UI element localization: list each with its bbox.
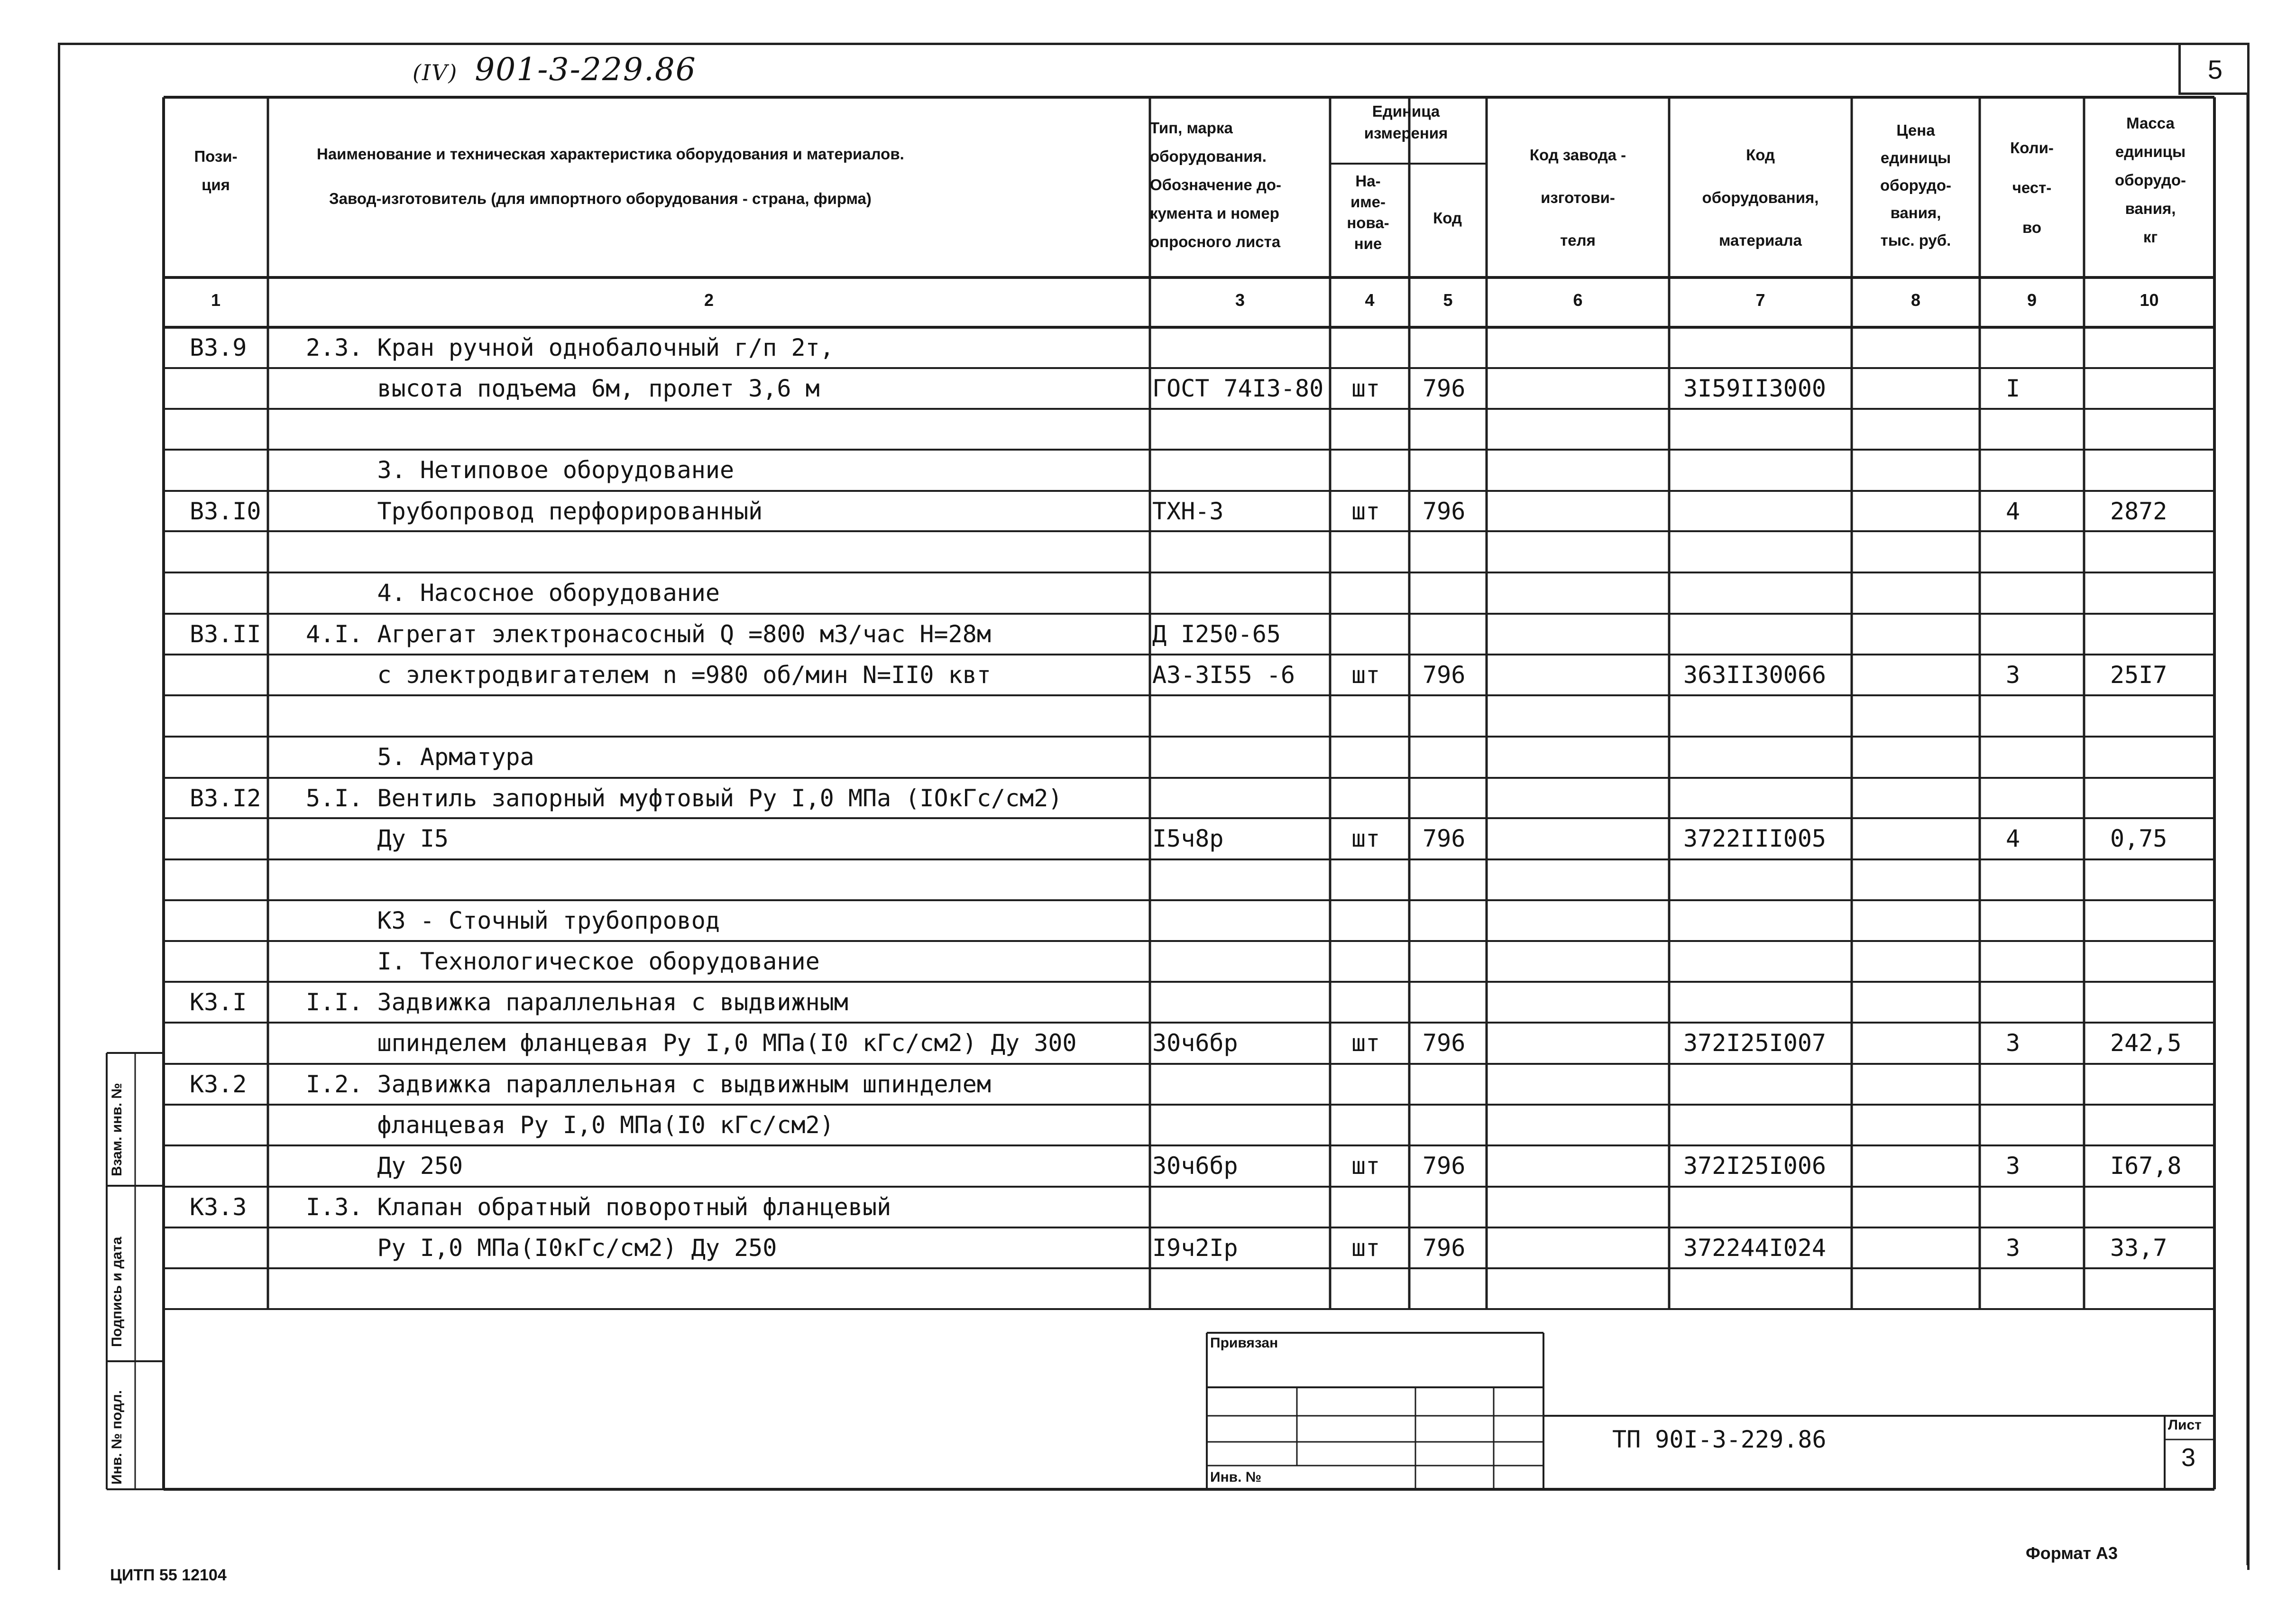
row-name: 4.I. Агрегат электронасосный Q =800 м3/час Н=28м <box>306 620 991 648</box>
row-unit: шт <box>1351 1029 1380 1057</box>
column-number: 9 <box>2027 290 2037 310</box>
column-number: 4 <box>1365 290 1375 310</box>
side-label-replaced-inv: Взам. инв. № <box>109 1083 125 1176</box>
row-mass: 2872 <box>2110 498 2167 525</box>
row-unit-code: 796 <box>1423 1152 1466 1180</box>
row-name: I.2. Задвижка параллельная с выдвижным шпинделем <box>306 1070 991 1098</box>
row-unit-code: 796 <box>1423 498 1466 525</box>
row-unit: шт <box>1351 661 1380 689</box>
row-unit-code: 796 <box>1423 825 1466 852</box>
row-mass: I67,8 <box>2110 1152 2182 1180</box>
header-price: Цена единицы оборудо- вания, тыс. руб. <box>1880 121 1952 249</box>
title-block-code: ТП 90I-3-229.86 <box>1612 1426 1827 1453</box>
row-equipment-code: 3722III005 <box>1683 825 1827 852</box>
column-number: 1 <box>211 290 221 310</box>
row-equipment-code: 372I25I007 <box>1683 1029 1827 1057</box>
row-unit: шт <box>1351 1152 1380 1180</box>
header-mass: Масса единицы оборудо- вания, кг <box>2114 114 2186 246</box>
row-position: В3.I0 <box>190 498 261 525</box>
row-unit-code: 796 <box>1423 1234 1466 1262</box>
row-type: 30ч6бр <box>1152 1029 1238 1057</box>
sheet-label: Лист <box>2168 1417 2202 1433</box>
row-equipment-code: 372I25I006 <box>1683 1152 1827 1180</box>
row-quantity: 3 <box>2006 661 2020 689</box>
footer-catalog-code: ЦИТП 55 12104 <box>110 1566 227 1584</box>
column-number: 6 <box>1573 290 1583 310</box>
row-unit: шт <box>1351 825 1380 852</box>
column-number: 5 <box>1443 290 1453 310</box>
row-position: В3.II <box>190 620 261 648</box>
side-label-sign-date: Подпись и дата <box>109 1236 125 1347</box>
header-equipment-code: Код оборудования, материала <box>1702 146 1819 249</box>
header-position: Пози- ция <box>194 148 238 194</box>
row-quantity: I <box>2006 375 2020 402</box>
row-type: I9ч2Iр <box>1152 1234 1238 1262</box>
row-name: 5. Арматура <box>306 743 534 771</box>
row-name: Ду 250 <box>306 1152 463 1180</box>
row-quantity: 3 <box>2006 1029 2020 1057</box>
row-unit-code: 796 <box>1423 375 1466 402</box>
header-plant-code: Код завода - изготови- теля <box>1529 146 1626 249</box>
row-type: А3-3I55 -6 <box>1152 661 1295 689</box>
row-type: Д I250-65 <box>1152 620 1281 648</box>
header-type: Тип, марка оборудования. Обозначение до- кумента и номер опросного листа <box>1150 119 1281 250</box>
row-name: фланцевая Ру I,0 МПа(I0 кГс/см2) <box>306 1111 834 1139</box>
column-number: 2 <box>704 290 714 310</box>
doc-version: (IV) <box>413 60 458 85</box>
row-type: ТХН-3 <box>1152 498 1224 525</box>
top-sheet-number: 5 <box>2207 55 2223 84</box>
footer-format: Формат А3 <box>2026 1543 2118 1563</box>
row-name: К3 - Сточный трубопровод <box>306 907 720 934</box>
row-type: ГОСТ 74I3-80 <box>1152 375 1324 402</box>
row-position: В3.9 <box>190 334 247 361</box>
header-unit-code: Код <box>1433 209 1462 227</box>
row-name: I.I. Задвижка параллельная с выдвижным <box>306 988 848 1016</box>
column-number: 3 <box>1235 290 1245 310</box>
row-name: I.3. Клапан обратный поворотный фланцевый <box>306 1193 891 1221</box>
row-type: 30ч6бр <box>1152 1152 1238 1180</box>
doc-code: 901-3-229.86 <box>475 51 697 88</box>
row-unit: шт <box>1351 1234 1380 1262</box>
header-unit-name: На- име- нова- ние <box>1347 172 1389 252</box>
row-quantity: 4 <box>2006 825 2020 852</box>
header-name-line2: Завод-изготовитель (для импортного оборудования - страна, фирма) <box>329 190 872 207</box>
row-type: I5ч8р <box>1152 825 1224 852</box>
header-quantity: Коли- чест- во <box>2010 139 2054 236</box>
row-name: с электродвигателем n =980 об/мин N=II0 квт <box>306 661 991 689</box>
row-quantity: 3 <box>2006 1152 2020 1180</box>
stamp-inv-label: Инв. № <box>1210 1469 1262 1485</box>
row-name: шпинделем фланцевая Ру I,0 МПа(I0 кГс/см2) Ду 300 <box>306 1029 1077 1057</box>
column-number: 7 <box>1755 290 1765 310</box>
row-mass: 25I7 <box>2110 661 2167 689</box>
row-name: 4. Насосное оборудование <box>306 579 720 607</box>
sheet-number: 3 <box>2181 1443 2196 1472</box>
row-name: I. Технологическое оборудование <box>306 948 820 975</box>
side-label-inv-orig: Инв. № подл. <box>109 1390 125 1485</box>
row-quantity: 3 <box>2006 1234 2020 1262</box>
row-name: 3. Нетиповое оборудование <box>306 456 735 484</box>
row-equipment-code: 372244I024 <box>1683 1234 1827 1262</box>
stamp-attached-label: Привязан <box>1210 1335 1278 1351</box>
column-number: 10 <box>2140 290 2159 310</box>
row-name: Трубопровод перфорированный <box>306 498 763 525</box>
row-unit: шт <box>1351 375 1380 402</box>
row-position: К3.I <box>190 988 247 1016</box>
row-mass: 0,75 <box>2110 825 2167 852</box>
row-quantity: 4 <box>2006 498 2020 525</box>
row-position: К3.3 <box>190 1193 247 1221</box>
row-position: К3.2 <box>190 1070 247 1098</box>
row-name: 5.I. Вентиль запорный муфтовый Ру I,0 МПа (IОкГс/см2) <box>306 784 1063 812</box>
row-name: высота подъема 6м, пролет 3,6 м <box>306 375 820 402</box>
row-name: 2.3. Кран ручной однобалочный г/п 2т, <box>306 334 834 361</box>
header-unit: Единица измерения <box>1364 102 1448 142</box>
row-unit: шт <box>1351 498 1380 525</box>
row-equipment-code: 3I59II3000 <box>1683 375 1827 402</box>
column-number: 8 <box>1910 290 1921 310</box>
row-position: В3.I2 <box>190 784 261 812</box>
row-unit-code: 796 <box>1423 661 1466 689</box>
row-mass: 242,5 <box>2110 1029 2182 1057</box>
row-unit-code: 796 <box>1423 1029 1466 1057</box>
row-equipment-code: 363II30066 <box>1683 661 1827 689</box>
row-name: Ду I5 <box>306 825 449 852</box>
header-name-line1: Наименование и техническая характеристика оборудования и материалов. <box>317 145 904 163</box>
row-name: Ру I,0 МПа(I0кГс/см2) Ду 250 <box>306 1234 777 1262</box>
row-mass: 33,7 <box>2110 1234 2167 1262</box>
